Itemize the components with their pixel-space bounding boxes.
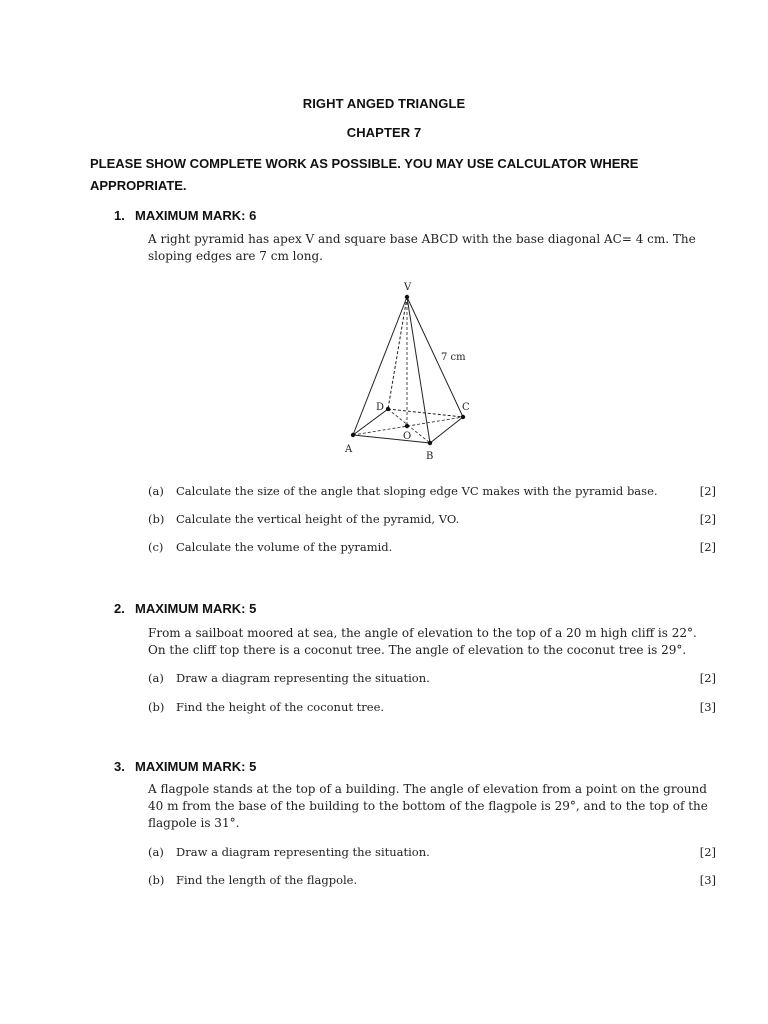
label-edge-length: 7 cm <box>441 352 466 363</box>
part-label: (b) <box>148 512 165 526</box>
label-b: B <box>426 451 434 462</box>
question-marks-heading: MAXIMUM MARK: 5 <box>135 601 257 616</box>
point-d <box>386 407 390 411</box>
question-1-part-c <box>148 540 716 554</box>
question-3-part-a <box>148 845 716 859</box>
question-3-text <box>148 781 708 832</box>
question-1-part-a <box>148 484 716 498</box>
part-marks: [2] <box>699 512 716 526</box>
edge-va <box>353 297 407 435</box>
part-label: (b) <box>148 700 165 714</box>
page-title: RIGHT ANGED TRIANGLE <box>302 96 466 111</box>
part-label: (c) <box>148 540 164 554</box>
question-number: 1. <box>114 208 125 223</box>
point-b <box>428 441 432 445</box>
part-text: Calculate the vertical height of the pyramid, VO. <box>176 512 460 526</box>
question-number: 3. <box>114 759 125 774</box>
part-label: (a) <box>148 484 164 498</box>
question-3-part-b <box>148 873 716 887</box>
question-text-line: 40 m from the base of the building to the bottom of the flagpole is 29°, and to the top of the <box>148 799 708 813</box>
point-c <box>461 415 465 419</box>
edge-vb <box>407 297 430 443</box>
label-o: O <box>403 431 412 442</box>
question-2-part-a <box>148 671 716 685</box>
question-text-line: sloping edges are 7 cm long. <box>148 249 323 263</box>
pyramid-diagram <box>330 275 480 465</box>
instructions: PLEASE SHOW COMPLETE WORK AS POSSIBLE. YOU MAY USE CALCULATOR WHERE APPROPRIATE. <box>90 156 639 193</box>
part-text: Draw a diagram representing the situation. <box>176 845 430 859</box>
part-label: (a) <box>148 671 164 685</box>
part-marks: [2] <box>699 671 716 685</box>
question-text-line: A flagpole stands at the top of a building. The angle of elevation from a point on the ground <box>148 782 707 796</box>
label-v: V <box>404 282 412 293</box>
part-text: Find the length of the flagpole. <box>176 873 358 887</box>
part-marks: [2] <box>699 540 716 554</box>
question-2-part-b <box>148 700 716 714</box>
question-text-line: On the cliff top there is a coconut tree. The angle of elevation to the coconut tree is 29°. <box>148 643 687 657</box>
part-marks: [3] <box>699 700 716 714</box>
base-edge-ab <box>353 435 430 443</box>
question-3-heading <box>114 759 256 774</box>
question-2-heading <box>114 601 256 616</box>
point-v <box>405 295 409 299</box>
question-marks-heading: MAXIMUM MARK: 6 <box>135 208 257 223</box>
part-text: Calculate the volume of the pyramid. <box>176 540 393 554</box>
part-marks: [2] <box>699 484 716 498</box>
part-marks: [3] <box>699 873 716 887</box>
question-text-line: From a sailboat moored at sea, the angle of elevation to the top of a 20 m high cliff is 22°. <box>148 626 697 640</box>
question-1-text <box>148 231 708 265</box>
chapter-heading: CHAPTER 7 <box>346 125 422 140</box>
part-label: (b) <box>148 873 165 887</box>
point-a <box>351 433 355 437</box>
part-text: Draw a diagram representing the situation. <box>176 671 430 685</box>
point-o <box>405 424 409 428</box>
part-text: Calculate the size of the angle that sloping edge VC makes with the pyramid base. <box>176 484 658 498</box>
edge-vd <box>388 297 407 409</box>
label-d: D <box>376 402 385 413</box>
question-number: 2. <box>114 601 125 616</box>
question-1-heading <box>114 208 256 223</box>
question-2-text <box>148 625 708 659</box>
part-label: (a) <box>148 845 164 859</box>
label-c: C <box>462 402 470 413</box>
question-text-line: A right pyramid has apex V and square base ABCD with the base diagonal AC= 4 cm. The <box>148 232 696 246</box>
part-text: Find the height of the coconut tree. <box>176 700 385 714</box>
part-marks: [2] <box>699 845 716 859</box>
question-text-line: flagpole is 31°. <box>148 816 240 830</box>
question-marks-heading: MAXIMUM MARK: 5 <box>135 759 257 774</box>
base-edge-bc <box>430 417 463 443</box>
label-a: A <box>345 444 353 455</box>
question-1-part-b <box>148 512 716 526</box>
